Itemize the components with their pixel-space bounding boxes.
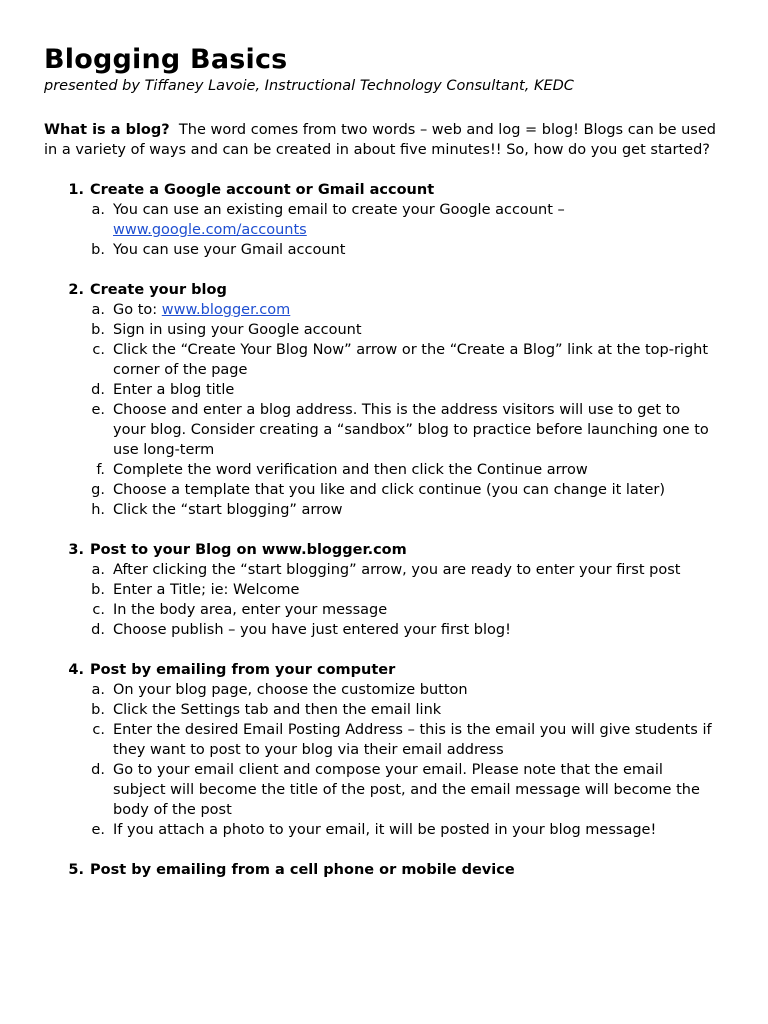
sub-step-letter: a. <box>91 682 105 698</box>
sub-step-text: Click the “Create Your Blog Now” arrow or the “Create a Blog” link at the top-right corner of the page <box>113 342 709 378</box>
sub-step-letter: d. <box>91 622 105 638</box>
sub-step <box>44 580 724 600</box>
section-heading-text: Post to your Blog on www.blogger.com <box>90 542 407 558</box>
sub-step-text: Choose a template that you like and click continue (you can change it later) <box>113 482 666 498</box>
sub-step-text: Enter a Title; ie: Welcome <box>113 582 300 598</box>
sub-step <box>44 600 724 620</box>
sub-step <box>44 700 724 720</box>
section-number: 1. <box>68 182 84 198</box>
sub-step-text: In the body area, enter your message <box>113 602 388 618</box>
sub-step-text: Complete the word verification and then click the Continue arrow <box>113 462 588 478</box>
section-5 <box>44 860 724 880</box>
sub-step-letter: c. <box>92 602 105 618</box>
section-4 <box>44 660 724 840</box>
document-title: Blogging Basics <box>44 44 288 75</box>
section-heading <box>44 540 724 560</box>
sub-step-text: Click the “start blogging” arrow <box>113 502 343 518</box>
sub-step-letter: e. <box>91 822 105 838</box>
section-heading-text: Post by emailing from your computer <box>90 662 396 678</box>
section-heading <box>44 860 724 880</box>
sub-step-text: Choose and enter a blog address. This is the address visitors will use to get to your blog. Consider creating a “sandbox” blog to practice before launching one to use long-term <box>113 402 709 458</box>
hyperlink[interactable]: www.google.com/accounts <box>113 222 307 238</box>
sub-step <box>44 480 724 500</box>
sub-step-letter: d. <box>91 762 105 778</box>
sub-step-text: Go to your email client and compose your email. Please note that the email subject will become the title of the post, and the email message will become the body of the post <box>113 762 700 818</box>
section-heading <box>44 660 724 680</box>
section-2 <box>44 280 724 520</box>
section-heading <box>44 180 724 200</box>
intro-paragraph <box>44 120 724 160</box>
section-heading <box>44 280 724 300</box>
sub-step-letter: c. <box>92 342 105 358</box>
section-number: 4. <box>68 662 84 678</box>
section-heading-text: Create your blog <box>90 282 227 298</box>
section-heading-text: Create a Google account or Gmail account <box>90 182 435 198</box>
section-1 <box>44 180 724 260</box>
sub-step <box>44 320 724 340</box>
sub-step-letter: g. <box>91 482 105 498</box>
sub-step-text: Enter a blog title <box>113 382 235 398</box>
sub-step-text: Choose publish – you have just entered your first blog! <box>113 622 511 638</box>
sub-step-text: You can use an existing email to create your Google account – www.google.com/accounts <box>113 202 565 238</box>
sub-step-text: Go to: www.blogger.com <box>113 302 291 318</box>
sub-step <box>44 300 724 320</box>
sub-step <box>44 620 724 640</box>
sub-step <box>44 460 724 480</box>
sub-step <box>44 500 724 520</box>
sub-step <box>44 720 724 760</box>
intro-question: What is a blog? <box>44 122 170 138</box>
sub-step-letter: a. <box>91 562 105 578</box>
sub-step-list <box>44 680 724 840</box>
sub-step-letter: b. <box>91 582 105 598</box>
sub-step <box>44 680 724 700</box>
section-3 <box>44 540 724 640</box>
sub-step-text: Sign in using your Google account <box>113 322 362 338</box>
section-number: 5. <box>68 862 84 878</box>
sub-step-text: After clicking the “start blogging” arrow, you are ready to enter your first post <box>113 562 681 578</box>
sub-step-letter: a. <box>91 302 105 318</box>
sub-step-text: Enter the desired Email Posting Address – this is the email you will give students if they want to post to your blog via their email address <box>113 722 712 758</box>
sub-step-list <box>44 300 724 520</box>
hyperlink[interactable]: www.blogger.com <box>161 302 291 318</box>
sub-step-text: Click the Settings tab and then the email link <box>113 702 442 718</box>
sub-step-text: If you attach a photo to your email, it will be posted in your blog message! <box>113 822 657 838</box>
sub-step-letter: b. <box>91 702 105 718</box>
document-subtitle: presented by Tiffaney Lavoie, Instructional Technology Consultant, KEDC <box>44 78 574 94</box>
sub-step-letter: d. <box>91 382 105 398</box>
sub-step-letter: e. <box>91 402 105 418</box>
sub-step-letter: b. <box>91 322 105 338</box>
sub-step <box>44 240 724 260</box>
section-number: 2. <box>68 282 84 298</box>
sub-step-text: On your blog page, choose the customize button <box>113 682 468 698</box>
section-heading-text: Post by emailing from a cell phone or mobile device <box>90 862 515 878</box>
sub-step <box>44 340 724 380</box>
sub-step <box>44 200 724 240</box>
sub-step-letter: c. <box>92 722 105 738</box>
sub-step <box>44 820 724 840</box>
instruction-list <box>44 180 724 880</box>
sub-step-letter: b. <box>91 242 105 258</box>
sub-step <box>44 380 724 400</box>
sub-step-letter: h. <box>91 502 105 518</box>
sub-step-list <box>44 560 724 640</box>
sub-step-list <box>44 200 724 260</box>
sub-step <box>44 560 724 580</box>
sub-step <box>44 760 724 820</box>
sub-step <box>44 400 724 460</box>
section-number: 3. <box>68 542 84 558</box>
sub-step-letter: a. <box>91 202 105 218</box>
sub-step-letter: f. <box>96 462 105 478</box>
intro-text: The word comes from two words – web and log = blog! Blogs can be used in a variety of ways and can be created in about five minutes!! So, how do you get started? <box>44 122 716 158</box>
sub-step-text: You can use your Gmail account <box>113 242 346 258</box>
